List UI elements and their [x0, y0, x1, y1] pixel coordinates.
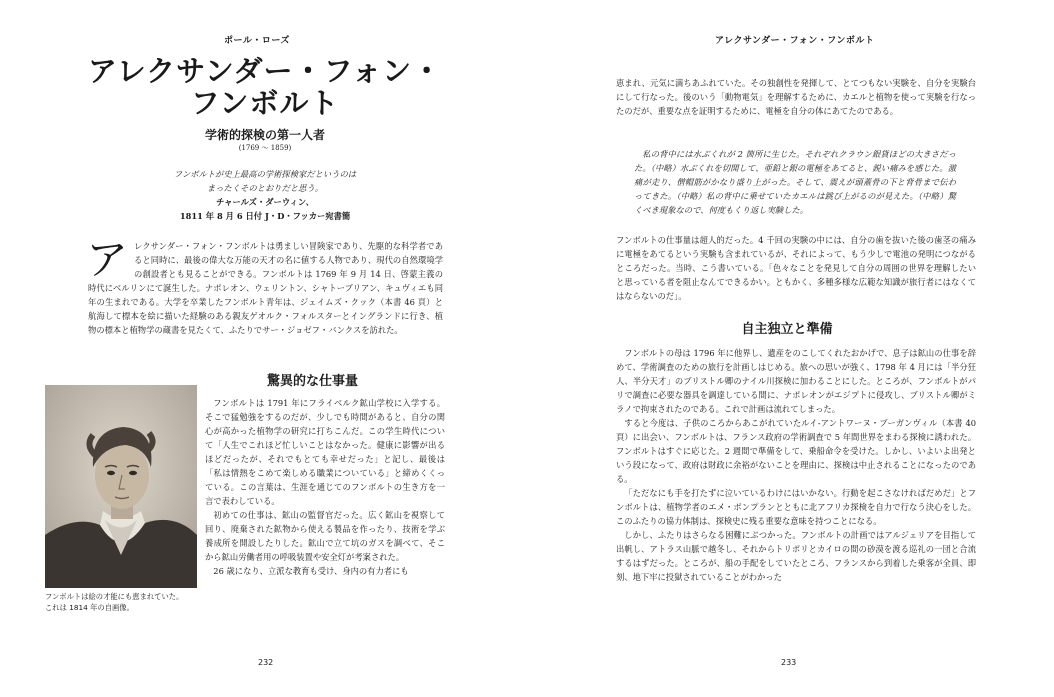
body-paragraph: すると今度は、子供のころからあこがれていたルイ-アントワーヌ・ブーガンヴィル（本書 40 頁）に出会い、フンボルトは、フランス政府の学術調査で 5 年間世界をまわる探検に誘われた。フンボルトはすぐに応じた。2 週間で準備をして、乗船命令を受けた。しかし、いよいよ出発という段になって、政府は財政に余裕がないことを理由に、探検は中止されることになったのである。 [616, 418, 976, 484]
epigraph-line2: まったくそのとおりだと思う。 [206, 183, 324, 193]
self-portrait-image [45, 385, 197, 588]
running-head-right: アレクサンダー・フォン・フンボルト [715, 36, 875, 46]
body-paragraph: しかし、ふたりはさらなる困難にぶつかった。フンボルトの計画ではアルジェリアを目指して出帆し、アトラス山脈で越冬し、それからトリポリとカイロの間の砂漠を渡る巡礼の一団と合流するはずだった。ところが、船の手配をしていたところ、フランスから到着した乗客が全員、即刻、地下牢に投獄されていることがわかった [616, 530, 976, 582]
chapter-title-line1: アレクサンダー・フォン・ [87, 54, 443, 88]
portrait-caption [45, 591, 205, 613]
block-quote-text: 私の背中には水ぶくれが 2 箇所に生じた。それぞれクラウン銀貨ほどの大きさだった。（中略）水ぶくれを切開して、亜鉛と銀の電極をあてると、鋭い痛みを感じた。激痛が走り、僧帽筋がかなり盛り上がった。そして、震えが頭蓋骨の下と背骨まで伝わってきた。（中略）私の背中に乗せていたカエルは跳び上がるのが見えた。（中略）驚くべき現象なので、何度もくり返し実験した。 [634, 149, 956, 215]
caption-line2: これは 1814 年の自画像。 [45, 603, 134, 612]
intro-text: レクサンダー・フォン・フンボルトは勇ましい冒険家であり、先駆的な科学者であると同時に、最後の偉大な万能の天才の名に値する人物であり、現代の自然環境学の創設者とも見ることができる。フンボルトは 1769 年 9 月 14 日、啓蒙主義の時代にベルリンにて誕生した。ナポレオン、ウェリントン、シャトーブリアン、キュヴィエも同年の生まれである。大学を卒業したフンボルト青年は、ジェイムズ・クック（本書 46 頁）と航海して標本を絵に描いた経験のある親友ゲオルク・フォルスターとイングランドに行き、植物の標本と植物学の蔵書を見たくて、ふたりでサー・ジョゼフ・バンクスを訪れた。 [88, 241, 443, 335]
chapter-title [60, 55, 470, 119]
section-heading-workload: 驚異的な仕事量 [266, 374, 358, 389]
chapter-title-line2: フンボルト [190, 86, 340, 120]
body-paragraph: 初めての仕事は、鉱山の監督官だった。広く鉱山を視察して回り、廃棄された鉱物から使える製品を作ったり、技術を学ぶ養成所を開設したりした。鉱山で立て坑のガスを調べて、そこから鉱山労働者用の呼吸装置や安全灯が考案された。 [205, 510, 445, 562]
body-paragraph: 26 歳になり、立派な教育も受け、身内の有力者にも [213, 566, 409, 576]
lifespan: (1769 〜 1859) [238, 144, 292, 152]
chapter-subtitle: 学術的探検の第一人者 [204, 128, 325, 142]
caption-line1: フンボルトは絵の才能にも恵まれていた。 [45, 592, 184, 601]
intro-paragraph [86, 235, 443, 337]
epigraph-attribution1: チャールズ・ダーウィン、 [216, 197, 314, 207]
body-paragraph-text: フンボルトの仕事量は超人的だった。4 千回の実験の中には、自分の歯を抜いた後の歯茎の痛みに電極をあてるという実験も含まれているが、それによって、もう少しで電池の発明につながるところだった。当時、こう書いている。「色々なことを発見して自分の周囲の世界を理解したいと思っている者を阻止なんてできるかい。ともかく、多種多様な広範な知識が旅行者にはなくてはならないのだ」。 [616, 235, 976, 301]
running-head-left: ポール・ローズ [224, 36, 290, 46]
body-paragraph [616, 233, 976, 303]
drop-cap: ア [86, 235, 129, 284]
block-quote [634, 147, 956, 217]
left-body-column [205, 396, 445, 578]
body-paragraph-text: 恵まれ、元気に満ちあふれていた。その独創性を発揮して、とてつもない実験を、自分を実験台にして行なった。後のいう「動物電気」を理解するために、カエルと植物を使って実験を行なったのだが、重要な点を証明するために、電極を自分の体にあてたのである。 [616, 78, 976, 116]
page-number-right: 233 [781, 658, 797, 667]
body-paragraph [616, 76, 976, 118]
body-paragraph: フンボルトは 1791 年にフライベルク鉱山学校に入学する。そこで猛勉強をするのだが、少しでも時間があると、自分の関心が高かった植物学の研究に打ちこんだ。この学生時代について「人生でこれほど忙しいことはなかった。健康に影響が出るほどだったが、それでもとても幸せだった」と記し、最後は「私は情熱をこめて楽しめる職業についている」と締めくくっている。この言葉は、生涯を通じてのフンボルトの生き方を一言で表わしている。 [205, 398, 445, 506]
epigraph-attribution2: 1811 年 8 月 6 日付 J・D・フッカー宛書簡 [179, 211, 351, 221]
right-body-column [616, 346, 976, 584]
body-paragraph: 「ただなにも手を打たずに泣いているわけにはいかない。行動を起こさなければだめだ」とフンボルトは、植物学者のエメ・ボンプランとともに北アフリカ探検を自力で行なう決心をした。このふたりの協力体制は、探検史に残る重要な意味を持つことになる。 [616, 488, 976, 526]
right-page [527, 0, 1054, 697]
epigraph [100, 167, 430, 223]
body-paragraph: フンボルトの母は 1796 年に他界し、遺産をのこしてくれたおかげで、息子は鉱山の仕事を辞めて、学術調査のための旅行を計画しはじめる。旅への思いが強く、1798 年 4 月には「半分狂人、半分天才」のブリストル卿のナイル川探検に加わることにした。ところが、フンボルトがパリで調査に必要な器具を調達している間に、ナポレオンがエジプトに侵攻し、ブリストル卿がミラノで拘束されたのである。これで計画は流れてしまった。 [616, 348, 976, 414]
page-number-left: 232 [258, 658, 274, 667]
epigraph-line1: フンボルトが史上最高の学術探検家だというのは [173, 169, 357, 179]
section-heading-independence: 自主独立と準備 [741, 322, 833, 337]
